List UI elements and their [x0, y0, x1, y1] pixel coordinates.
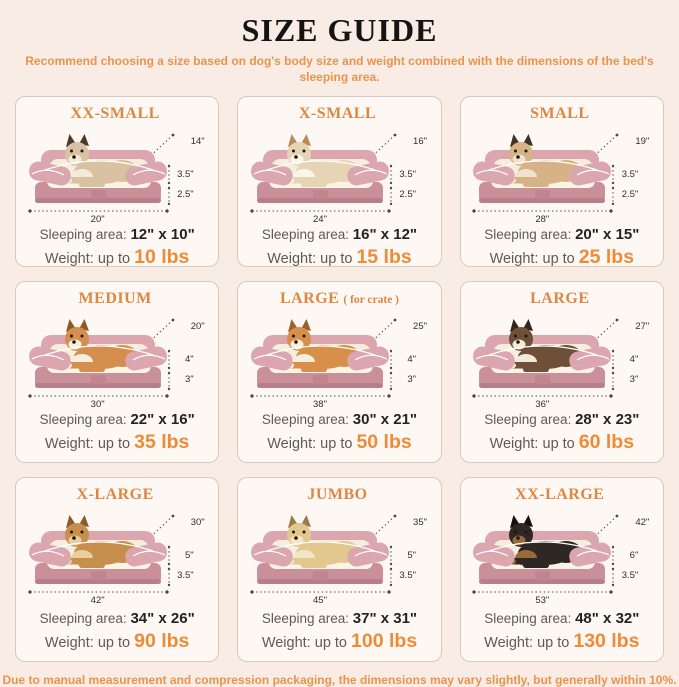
dim-width-label: 53" [535, 595, 550, 606]
page-footer: Due to manual measurement and compression packaging, the dimensions may vary slightly, but generally within 10%. [2, 673, 677, 687]
bed-illustration [465, 126, 658, 226]
dim-width-label: 42" [90, 595, 105, 606]
size-card-small [460, 96, 664, 267]
size-grid [15, 96, 664, 662]
sleeping-area-line: Sleeping area: 28" x 23" [484, 411, 640, 428]
sleeping-area-line: Sleeping area: 30" x 21" [261, 411, 418, 428]
weight-line: Weight: up to 10 lbs [44, 246, 190, 267]
size-label: LARGE [530, 290, 590, 307]
dim-depth-label: 20" [190, 321, 205, 332]
dim-base-height-label: 3" [407, 374, 416, 385]
dim-depth-label: 30" [190, 517, 205, 528]
sleeping-area-line: Sleeping area: 20" x 15" [484, 226, 640, 243]
sleeping-area-value: 48" x 32" [575, 610, 640, 627]
dim-bolster-height-label: 6" [629, 550, 639, 561]
weight-line: Weight: up to 60 lbs [489, 431, 635, 453]
sleeping-area-value: 12" x 10" [130, 226, 195, 243]
size-label: SMALL [530, 105, 590, 122]
dim-width-label: 20" [90, 214, 105, 225]
dim-base-height-label: 3.5" [621, 570, 639, 581]
size-card-x-small [237, 96, 441, 267]
sleeping-area-value: 22" x 16" [130, 411, 195, 428]
dim-depth-label: 35" [413, 517, 427, 528]
weight-line: Weight: up to 130 lbs [484, 630, 640, 652]
size-label: X-SMALL [298, 105, 377, 122]
dim-width-label: 36" [535, 399, 550, 410]
dim-base-height-label: 3" [629, 374, 639, 385]
dim-base-height-label: 2.5" [399, 189, 416, 200]
dim-depth-label: 25" [413, 321, 427, 332]
size-label: MEDIUM [78, 290, 152, 307]
weight-value: 100 lbs [351, 630, 418, 652]
size-label: LARGE [279, 290, 340, 307]
size-card-xx-small [15, 96, 219, 267]
card-size-title [515, 485, 608, 506]
sleeping-area-value: 30" x 21" [352, 411, 418, 428]
dim-bolster-height-label: 3.5" [399, 169, 416, 180]
dim-width-label: 38" [313, 399, 327, 410]
size-label: XX-LARGE [515, 486, 605, 503]
sleeping-area-value: 16" x 12" [352, 226, 418, 243]
dim-width-label: 30" [90, 399, 105, 410]
bed-illustration [243, 311, 436, 411]
size-card-x-large [15, 477, 219, 662]
dim-depth-label: 27" [635, 321, 650, 332]
page-title: SIZE GUIDE [241, 12, 438, 48]
bed-illustration [465, 311, 658, 411]
bed-illustration [243, 126, 436, 226]
weight-value: 15 lbs [356, 246, 412, 267]
dim-width-label: 24" [313, 214, 327, 225]
dim-bolster-height-label: 4" [185, 354, 194, 365]
card-size-title [280, 289, 399, 310]
bed-illustration [21, 126, 214, 226]
size-card-large-crate [237, 281, 441, 463]
weight-value: 50 lbs [356, 431, 412, 453]
size-label: JUMBO [307, 486, 368, 503]
size-note: ( for crate ) [343, 294, 400, 306]
dim-base-height-label: 3" [185, 374, 194, 385]
card-size-title [70, 104, 163, 125]
weight-line: Weight: up to 50 lbs [267, 431, 412, 453]
dim-base-height-label: 2.5" [177, 189, 194, 200]
card-size-title [307, 485, 371, 506]
dim-depth-label: 14" [190, 136, 205, 147]
weight-line: Weight: up to 25 lbs [489, 246, 635, 267]
sleeping-area-line: Sleeping area: 48" x 32" [484, 610, 640, 627]
size-card-jumbo [237, 477, 441, 662]
dim-bolster-height-label: 5" [407, 550, 416, 561]
sleeping-area-line: Sleeping area: 22" x 16" [39, 411, 195, 428]
dim-base-height-label: 3.5" [399, 570, 416, 581]
size-card-xx-large [460, 477, 664, 662]
weight-value: 130 lbs [573, 630, 640, 652]
dim-bolster-height-label: 3.5" [177, 169, 194, 180]
size-card-large [460, 281, 664, 463]
bed-illustration [21, 311, 214, 411]
weight-value: 10 lbs [134, 246, 190, 267]
sleeping-area-value: 20" x 15" [575, 226, 640, 243]
card-size-title [77, 485, 158, 506]
sleeping-area-line: Sleeping area: 37" x 31" [261, 610, 418, 627]
sleeping-area-line: Sleeping area: 16" x 12" [261, 226, 418, 243]
weight-value: 25 lbs [578, 246, 635, 267]
card-size-title [530, 104, 593, 125]
weight-value: 35 lbs [134, 431, 190, 453]
bed-illustration [465, 507, 658, 607]
size-card-medium [15, 281, 219, 463]
weight-line: Weight: up to 15 lbs [267, 246, 412, 267]
page-header [0, 0, 679, 85]
sleeping-area-value: 28" x 23" [575, 411, 640, 428]
dim-base-height-label: 2.5" [621, 189, 639, 200]
sleeping-area-line: Sleeping area: 12" x 10" [39, 226, 195, 243]
bed-illustration [21, 507, 214, 607]
card-size-title [530, 289, 593, 310]
dim-depth-label: 42" [635, 517, 650, 528]
dim-bolster-height-label: 3.5" [621, 169, 639, 180]
size-label: XX-SMALL [70, 105, 160, 122]
page-subtitle: Recommend choosing a size based on dog's body size and weight combined with the dimensions of the bed's sleeping area. [25, 54, 654, 84]
dim-depth-label: 16" [413, 136, 427, 147]
bed-illustration [243, 507, 436, 607]
size-label: X-LARGE [76, 486, 154, 503]
dim-bolster-height-label: 5" [185, 550, 194, 561]
dim-width-label: 28" [535, 214, 550, 225]
card-size-title [299, 104, 380, 125]
sleeping-area-value: 34" x 26" [130, 610, 195, 627]
dim-width-label: 45" [313, 595, 327, 606]
sleeping-area-value: 37" x 31" [352, 610, 418, 627]
weight-value: 60 lbs [578, 431, 635, 453]
dim-bolster-height-label: 4" [407, 354, 416, 365]
sleeping-area-line: Sleeping area: 34" x 26" [39, 610, 195, 627]
dim-base-height-label: 3.5" [177, 570, 194, 581]
weight-value: 90 lbs [134, 630, 190, 652]
dim-bolster-height-label: 4" [629, 354, 639, 365]
weight-line: Weight: up to 90 lbs [44, 630, 190, 652]
weight-line: Weight: up to 35 lbs [44, 431, 190, 453]
dim-depth-label: 19" [635, 136, 650, 147]
card-size-title [79, 289, 156, 310]
weight-line: Weight: up to 100 lbs [261, 630, 418, 652]
